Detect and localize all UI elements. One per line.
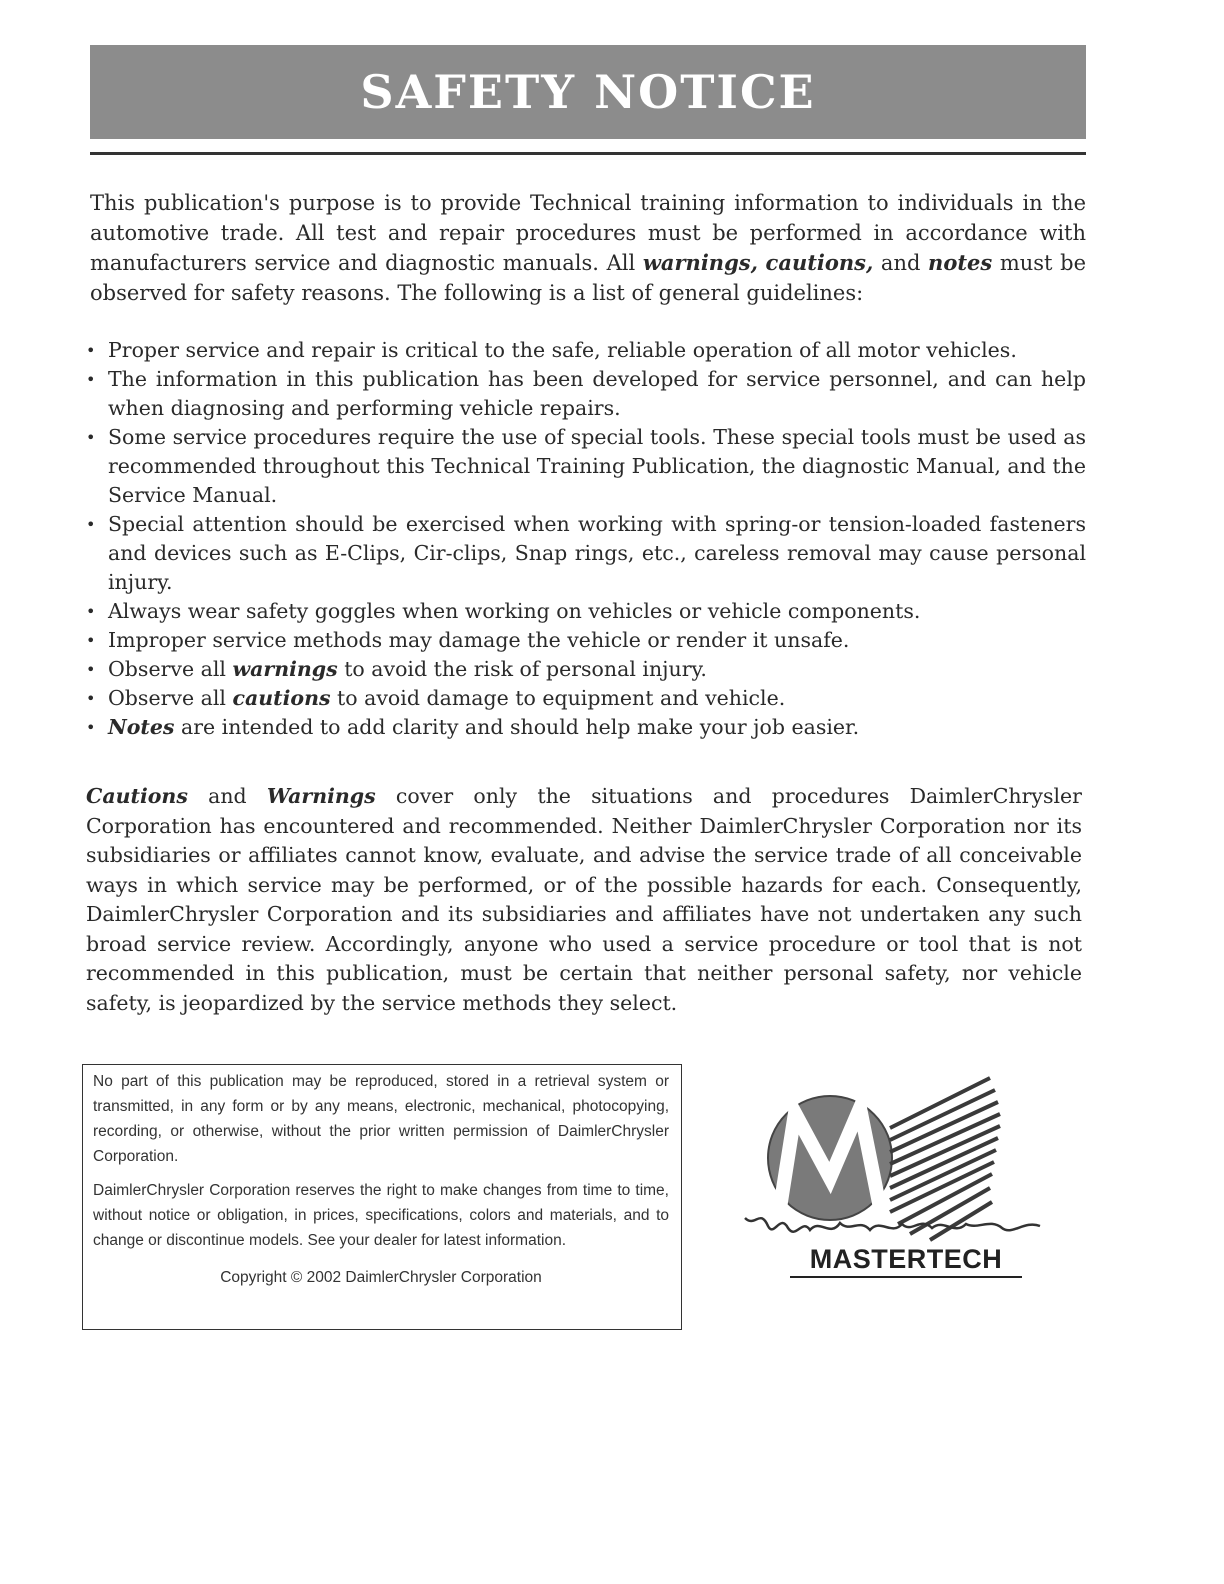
disclaimer-and: and	[187, 784, 267, 808]
intro-separator	[758, 251, 766, 275]
guidelines-list	[86, 336, 1086, 742]
notes-term: Notes	[108, 715, 175, 739]
title-divider	[90, 152, 1086, 155]
guideline-text: Some service procedures require the use of special tools. These special tools must be used as recommended throughout this Technical Training Publication, the diagnostic Manual, and the Service Manual.	[108, 425, 1086, 507]
guideline-text: Improper service methods may damage the vehicle or render it unsafe.	[108, 628, 850, 652]
copyright-notice: Copyright © 2002 DaimlerChrysler Corporation	[220, 1269, 542, 1286]
guideline-text: Special attention should be exercised when working with spring-or tension-loaded fasteners and devices such as E-Clips, Cir-clips, Snap rings, etc., careless removal may cause personal injury.	[108, 512, 1086, 594]
disclaimer-text: cover only the situations and procedures DaimlerChrysler Corporation has encountered and recommended. Neither DaimlerChrysler Corporation nor its subsidiaries or affiliates cannot know, evaluate, and advise the service trade of all conceivable ways in which service may be performed, or of the possible hazards for each. Consequently, DaimlerChrysler Corporation and its subsidiaries and affiliates have not undertaken any such broad service review. Accordingly, anyone who used a service procedure or tool that is not recommended in this publication, must be certain that neither personal safety, nor vehicle safety, is jeopardized by the service methods they select.	[86, 784, 1082, 1015]
guideline-item	[86, 336, 1086, 365]
guideline-item	[86, 423, 1086, 510]
bullet-icon: •	[86, 718, 96, 737]
mastertech-logo-text: MASTERTECH	[790, 1244, 1022, 1278]
page-title: SAFETY NOTICE	[360, 65, 816, 119]
intro-cautions-term: cautions,	[765, 250, 874, 275]
intro-separator-and: and	[873, 251, 929, 275]
intro-warnings-term: warnings,	[642, 250, 758, 275]
guideline-text: are intended to add clarity and should help make your job easier.	[174, 715, 860, 739]
cautions-term: cautions	[232, 686, 331, 710]
changes-notice: DaimlerChrysler Corporation reserves the right to make changes from time to time, without notice or obligation, in prices, specifications, colors and materials, and to change or discontinue models. See your dealer for latest information.	[93, 1182, 669, 1249]
bullet-icon: •	[86, 428, 96, 447]
reproduction-notice: No part of this publication may be reproduced, stored in a retrieval system or transmitted, in any form or by any means, electronic, mechanical, photocopying, recording, or otherwise, without the prior written permission of DaimlerChrysler Corporation.	[93, 1073, 669, 1165]
guideline-item	[86, 626, 1086, 655]
guideline-text: Always wear safety goggles when working on vehicles or vehicle components.	[108, 599, 921, 623]
guideline-text: to avoid the risk of personal injury.	[337, 657, 707, 681]
intro-paragraph	[90, 188, 1086, 308]
guideline-text: to avoid damage to equipment and vehicle.	[330, 686, 786, 710]
guideline-text: Observe all	[108, 686, 233, 710]
guideline-item	[86, 510, 1086, 597]
bullet-icon: •	[86, 689, 96, 708]
bullet-icon: •	[86, 370, 96, 389]
guideline-item-notes	[86, 713, 1086, 742]
guideline-text: The information in this publication has been developed for service personnel, and can help when diagnosing and performing vehicle repairs.	[108, 367, 1086, 420]
disclaimer-cautions-term: Cautions	[86, 784, 188, 808]
legal-notice-box	[82, 1064, 682, 1330]
intro-text-start: This publication's purpose is to provide Technical training information to individuals in the automotive trade. All test and repair procedures must be performed in accordance with manufacturers service and diagnostic manuals. All	[90, 191, 1086, 275]
guideline-item-cautions	[86, 684, 1086, 713]
bullet-icon: •	[86, 631, 96, 650]
bullet-icon: •	[86, 602, 96, 621]
intro-text-end: must be observed for safety reasons. The following is a list of general guidelines:	[90, 251, 1086, 305]
intro-notes-term: notes	[928, 250, 993, 275]
title-banner	[90, 45, 1086, 139]
guideline-item	[86, 597, 1086, 626]
guideline-text: Proper service and repair is critical to the safe, reliable operation of all motor vehicles.	[108, 338, 1017, 362]
warnings-term: warnings	[232, 657, 338, 681]
guideline-text: Observe all	[108, 657, 233, 681]
disclaimer-paragraph	[86, 782, 1082, 1018]
bullet-icon: •	[86, 660, 96, 679]
bullet-icon: •	[86, 341, 96, 360]
disclaimer-warnings-term: Warnings	[266, 784, 376, 808]
guideline-item	[86, 365, 1086, 423]
bullet-icon: •	[86, 515, 96, 534]
guideline-item-warnings	[86, 655, 1086, 684]
